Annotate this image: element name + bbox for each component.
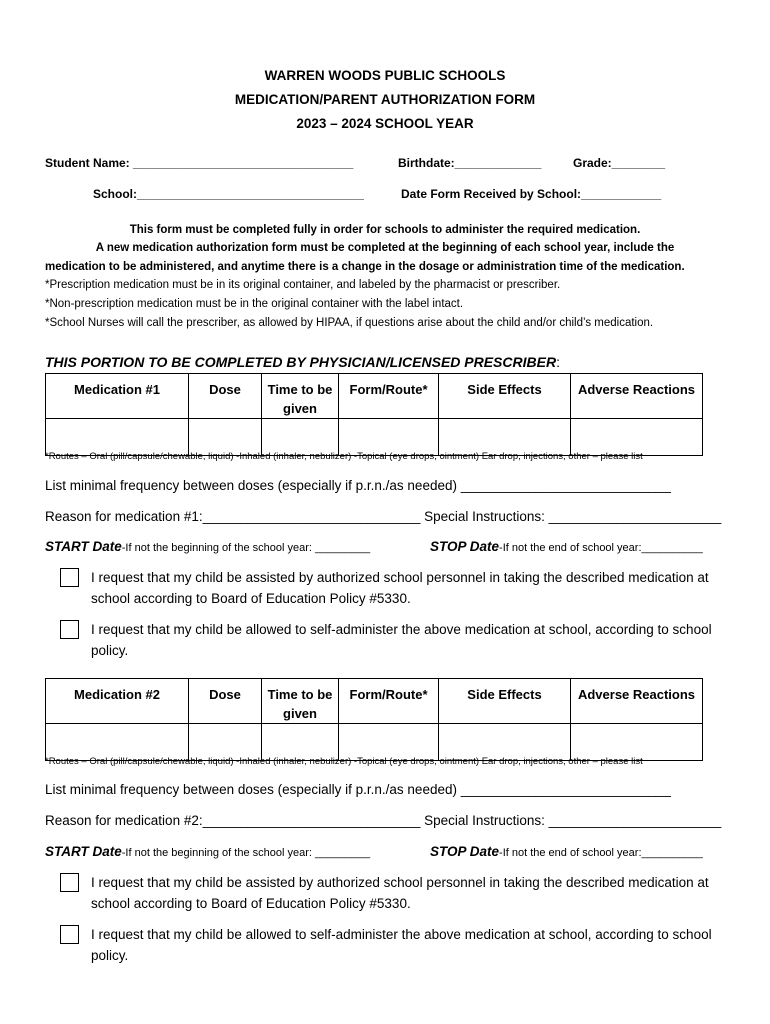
- prescriber-section-heading: [45, 354, 560, 370]
- assist-consent-text-2: I request that my child be assisted by authorized school personnel in taking the described medication at school according to Board of Education Policy #5330.: [91, 875, 709, 911]
- self-administer-text-1: I request that my child be allowed to self-administer the above medication at school, according to school policy.: [91, 622, 712, 658]
- medication-2-side-effects-cell[interactable]: [439, 724, 571, 761]
- reason-field-1[interactable]: Reason for medication #1:_____________________________ Special Instructions: _______________________: [45, 509, 722, 524]
- column-form-route: Form/Route*: [339, 679, 439, 724]
- column-side-effects: Side Effects: [439, 374, 571, 419]
- stop-date-label-2: STOP Date: [430, 844, 500, 859]
- medication-2-adverse-cell[interactable]: [571, 724, 703, 761]
- column-dose: Dose: [189, 374, 262, 419]
- stop-date-field-1[interactable]: [430, 539, 703, 554]
- note-nonprescription: *Non-prescription medication must be in the original container with the label intact.: [45, 298, 464, 310]
- stop-date-text-2: -If not the end of school year:__________: [499, 847, 703, 859]
- assist-checkbox-2[interactable]: [60, 873, 79, 892]
- column-time: Time to be given: [262, 374, 339, 419]
- routes-note-1: *Routes – Oral (pill/capsule/chewable, liquid) -Inhaled (inhaler, nebulizer) -Topical (eye drops, ointment) Ear drop, injections, other – please list: [45, 451, 643, 462]
- start-date-text-1: -If not the beginning of the school year: _________: [121, 542, 371, 554]
- instruction-line-1: This form must be completed fully in order for schools to administer the required medication.: [129, 224, 641, 236]
- student-name-field[interactable]: Student Name: _________________________________: [45, 156, 354, 170]
- medication-1-entry-row: [46, 419, 703, 456]
- column-medication: Medication #1: [46, 374, 189, 419]
- reason-field-2[interactable]: Reason for medication #2:_____________________________ Special Instructions: _______________________: [45, 813, 722, 828]
- assist-consent-text-1: I request that my child be assisted by authorized school personnel in taking the described medication at school according to Board of Education Policy #5330.: [91, 570, 709, 606]
- date-received-field[interactable]: Date Form Received by School:____________: [401, 187, 662, 201]
- start-date-field-1[interactable]: [45, 539, 370, 554]
- medication-1-table: [45, 373, 703, 456]
- grade-field[interactable]: Grade:________: [573, 156, 666, 170]
- column-side-effects: Side Effects: [439, 679, 571, 724]
- medication-1-route-cell[interactable]: [339, 419, 439, 456]
- medication-2-dose-cell[interactable]: [189, 724, 262, 761]
- start-date-text-2: -If not the beginning of the school year: _________: [121, 847, 371, 859]
- medication-2-entry-row: [46, 724, 703, 761]
- assist-checkbox-1[interactable]: [60, 568, 79, 587]
- medication-2-time-cell[interactable]: [262, 724, 339, 761]
- column-dose: Dose: [189, 679, 262, 724]
- medication-1-dose-cell[interactable]: [189, 419, 262, 456]
- note-prescription: *Prescription medication must be in its original container, and labeled by the pharmacist or prescriber.: [45, 279, 561, 291]
- medication-1-side-effects-cell[interactable]: [439, 419, 571, 456]
- frequency-field-1[interactable]: List minimal frequency between doses (especially if p.r.n./as needed) ____________________________: [45, 478, 671, 493]
- prescriber-heading-text: THIS PORTION TO BE COMPLETED BY PHYSICIAN/LICENSED PRESCRIBER: [45, 354, 557, 370]
- medication-1-header-row: [46, 374, 703, 419]
- prescriber-heading-colon: :: [556, 354, 560, 370]
- school-field[interactable]: School:__________________________________: [93, 187, 364, 201]
- medication-1-time-cell[interactable]: [262, 419, 339, 456]
- school-year: 2023 – 2024 SCHOOL YEAR: [296, 116, 474, 131]
- form-title: MEDICATION/PARENT AUTHORIZATION FORM: [234, 92, 536, 107]
- stop-date-text-1: -If not the end of school year:__________: [499, 542, 703, 554]
- frequency-field-2[interactable]: List minimal frequency between doses (especially if p.r.n./as needed) ____________________________: [45, 782, 671, 797]
- start-date-label-2: START Date: [45, 844, 122, 859]
- stop-date-field-2[interactable]: [430, 844, 703, 859]
- start-date-field-2[interactable]: [45, 844, 370, 859]
- medication-2-name-cell[interactable]: [46, 724, 189, 761]
- column-adverse-reactions: Adverse Reactions: [571, 374, 703, 419]
- district-title: WARREN WOODS PUBLIC SCHOOLS: [264, 68, 506, 83]
- self-administer-checkbox-1[interactable]: [60, 620, 79, 639]
- routes-note-2: *Routes – Oral (pill/capsule/chewable, liquid) -Inhaled (inhaler, nebulizer) -Topical (eye drops, ointment) Ear drop, injections, other – please list: [45, 756, 643, 767]
- self-administer-checkbox-2[interactable]: [60, 925, 79, 944]
- instruction-line-2: A new medication authorization form must be completed at the beginning of each school year, include the: [95, 242, 675, 254]
- start-date-label-1: START Date: [45, 539, 122, 554]
- column-form-route: Form/Route*: [339, 374, 439, 419]
- stop-date-label-1: STOP Date: [430, 539, 500, 554]
- birthdate-field[interactable]: Birthdate:_____________: [398, 156, 542, 170]
- column-time: Time to be given: [262, 679, 339, 724]
- medication-1-adverse-cell[interactable]: [571, 419, 703, 456]
- instruction-line-3: medication to be administered, and anytime there is a change in the dosage or administration time of the medication.: [45, 261, 685, 273]
- medication-2-route-cell[interactable]: [339, 724, 439, 761]
- self-administer-text-2: I request that my child be allowed to self-administer the above medication at school, according to school policy.: [91, 927, 712, 963]
- column-medication: Medication #2: [46, 679, 189, 724]
- column-adverse-reactions: Adverse Reactions: [571, 679, 703, 724]
- medication-1-name-cell[interactable]: [46, 419, 189, 456]
- note-hipaa: *School Nurses will call the prescriber, as allowed by HIPAA, if questions arise about the child and/or child’s medication.: [45, 317, 654, 329]
- medication-2-table: [45, 678, 703, 761]
- medication-2-header-row: [46, 679, 703, 724]
